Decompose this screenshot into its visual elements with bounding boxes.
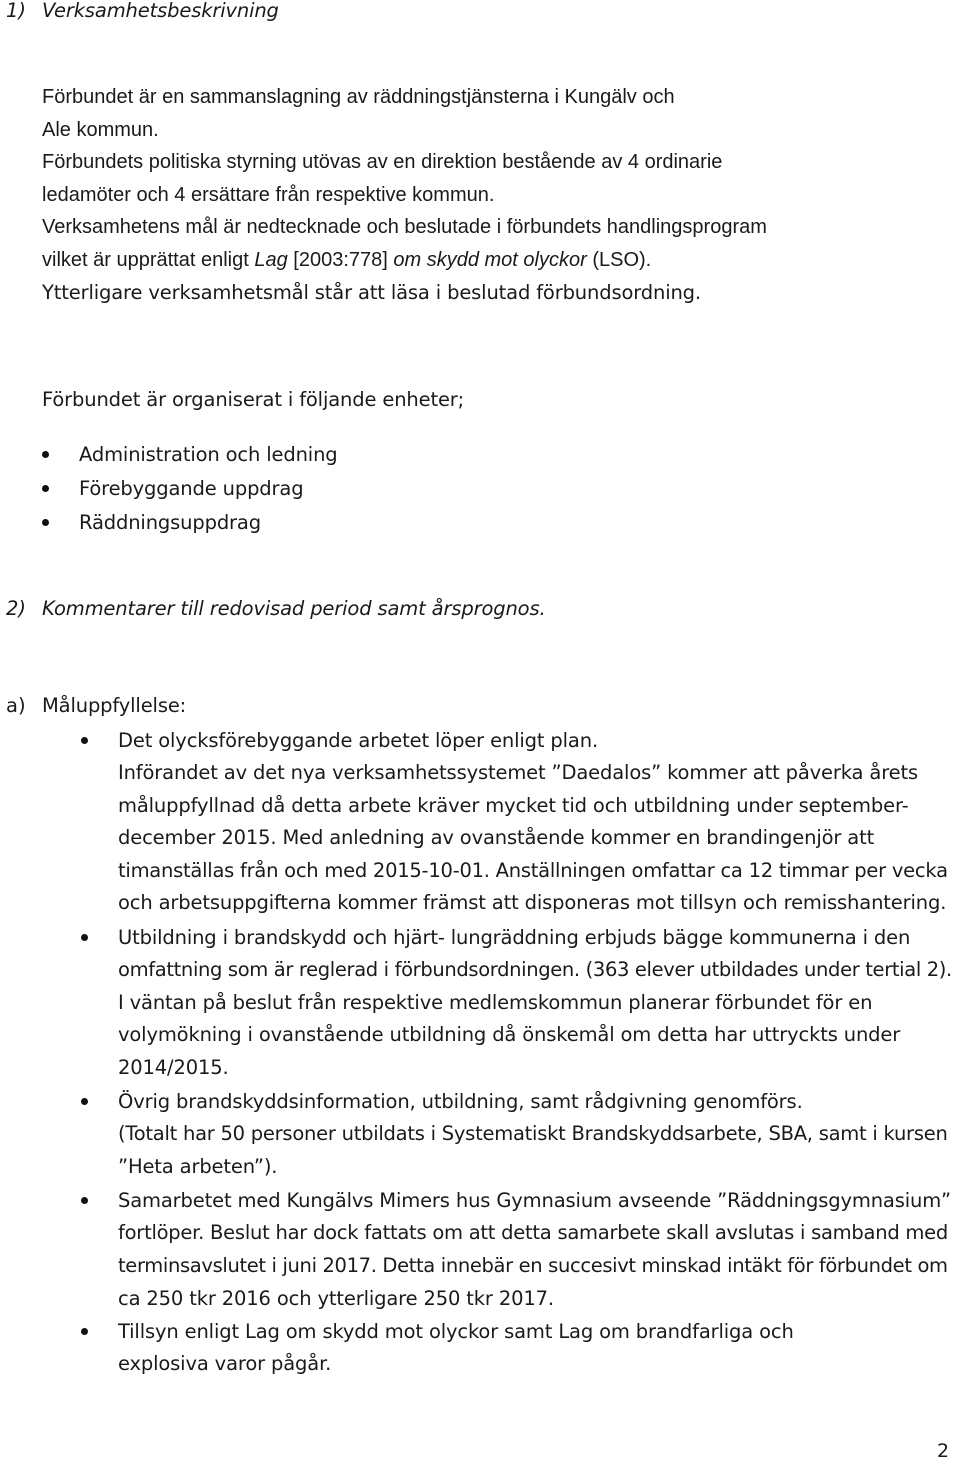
heading-kommentarer: Kommentarer till redovisad period samt årsprognos. <box>42 597 546 620</box>
goal-item-line: Det olycksförebyggande arbetet löper enligt plan. <box>118 729 598 752</box>
subheading-maluppfyllelse: Måluppfyllelse: <box>42 694 187 717</box>
bullet-icon <box>42 485 49 492</box>
paragraph-line: Ytterligare verksamhetsmål står att läsa i beslutad förbundsordning. <box>42 281 701 304</box>
bullet-icon <box>81 934 88 941</box>
goal-item-line: terminsavslutet i juni 2017. Detta innebär en succesivt minskad intäkt för förbundet om <box>118 1254 948 1277</box>
goal-item-line: Samarbetet med Kungälvs Mimers hus Gymnasium avseende ”Räddningsgymnasium” <box>118 1189 951 1212</box>
bullet-icon <box>42 451 49 458</box>
heading-number-2: 2) <box>6 597 27 620</box>
organisation-intro: Förbundet är organiserat i följande enheter; <box>42 388 465 411</box>
law-name: om skydd mot olyckor <box>393 249 587 271</box>
goal-item-line: december 2015. Med anledning av ovanstående kommer en brandingenjör att <box>118 826 875 849</box>
paragraph-line: ledamöter och 4 ersättare från respektive kommun. <box>42 184 495 206</box>
lag-line-mid: [2003:778] <box>287 249 394 271</box>
lag-line-post: (LSO). <box>586 249 652 271</box>
bullet-icon <box>81 1328 88 1335</box>
lag-line-pre: vilket är upprättat enligt <box>42 249 255 271</box>
goal-item-line: 2014/2015. <box>118 1056 229 1079</box>
goal-item-line: volymökning i ovanstående utbildning då önskemål om detta har uttryckts under <box>118 1023 901 1046</box>
bullet-icon <box>81 737 88 744</box>
bullet-icon <box>81 1098 88 1105</box>
goal-item-line: Utbildning i brandskydd och hjärt- lungräddning erbjuds bägge kommunerna i den <box>118 926 911 949</box>
goal-item-line: omfattning som är reglerad i förbundsordningen. (363 elever utbildades under tertial 2). <box>118 958 952 981</box>
goal-item-line: ca 250 tkr 2016 och ytterligare 250 tkr 2017. <box>118 1287 554 1310</box>
bullet-icon <box>81 1197 88 1204</box>
goal-item-line: fortlöper. Beslut har dock fattats om att detta samarbete skall avslutas i samband med <box>118 1221 949 1244</box>
goal-item-line: Tillsyn enligt Lag om skydd mot olyckor samt Lag om brandfarliga och <box>118 1320 794 1343</box>
goal-item-line: (Totalt har 50 personer utbildats i Systematiskt Brandskyddsarbete, SBA, samt i kursen <box>118 1122 948 1145</box>
paragraph-line: Förbundets politiska styrning utövas av en direktion bestående av 4 ordinarie <box>42 151 723 173</box>
goal-item-line: timanställas från och med 2015-10-01. Anställningen omfattar ca 12 timmar per vecka <box>118 859 948 882</box>
page-number: 2 <box>937 1440 950 1462</box>
bullet-icon <box>42 519 49 526</box>
subheading-label-a: a) <box>6 694 26 717</box>
heading-verksamhetsbeskrivning: Verksamhetsbeskrivning <box>42 0 279 22</box>
unit-item: Administration och ledning <box>79 443 338 466</box>
goal-item-line: måluppfyllnad då detta arbete kräver mycket tid och utbildning under september- <box>118 794 909 817</box>
lag-word: Lag <box>254 249 288 271</box>
goal-item-line: Övrig brandskyddsinformation, utbildning, samt rådgivning genomförs. <box>118 1090 803 1113</box>
paragraph-line: Ale kommun. <box>42 119 159 141</box>
goal-item-line: och arbetsuppgifterna kommer främst att disponeras mot tillsyn och remisshantering. <box>118 891 947 914</box>
unit-item: Förebyggande uppdrag <box>79 477 304 500</box>
lag-reference-line <box>42 245 651 275</box>
unit-item: Räddningsuppdrag <box>79 511 261 534</box>
paragraph-line: Förbundet är en sammanslagning av räddningstjänsterna i Kungälv och <box>42 86 675 108</box>
goal-item-line: Införandet av det nya verksamhetssystemet ”Daedalos” kommer att påverka årets <box>118 761 918 784</box>
goal-item-line: ”Heta arbeten”). <box>118 1155 278 1178</box>
goal-item-line: explosiva varor pågår. <box>118 1352 332 1375</box>
paragraph-line: Verksamhetens mål är nedtecknade och beslutade i förbundets handlingsprogram <box>42 216 767 238</box>
goal-item-line: I väntan på beslut från respektive medlemskommun planerar förbundet för en <box>118 991 873 1014</box>
heading-number-1: 1) <box>6 0 27 22</box>
